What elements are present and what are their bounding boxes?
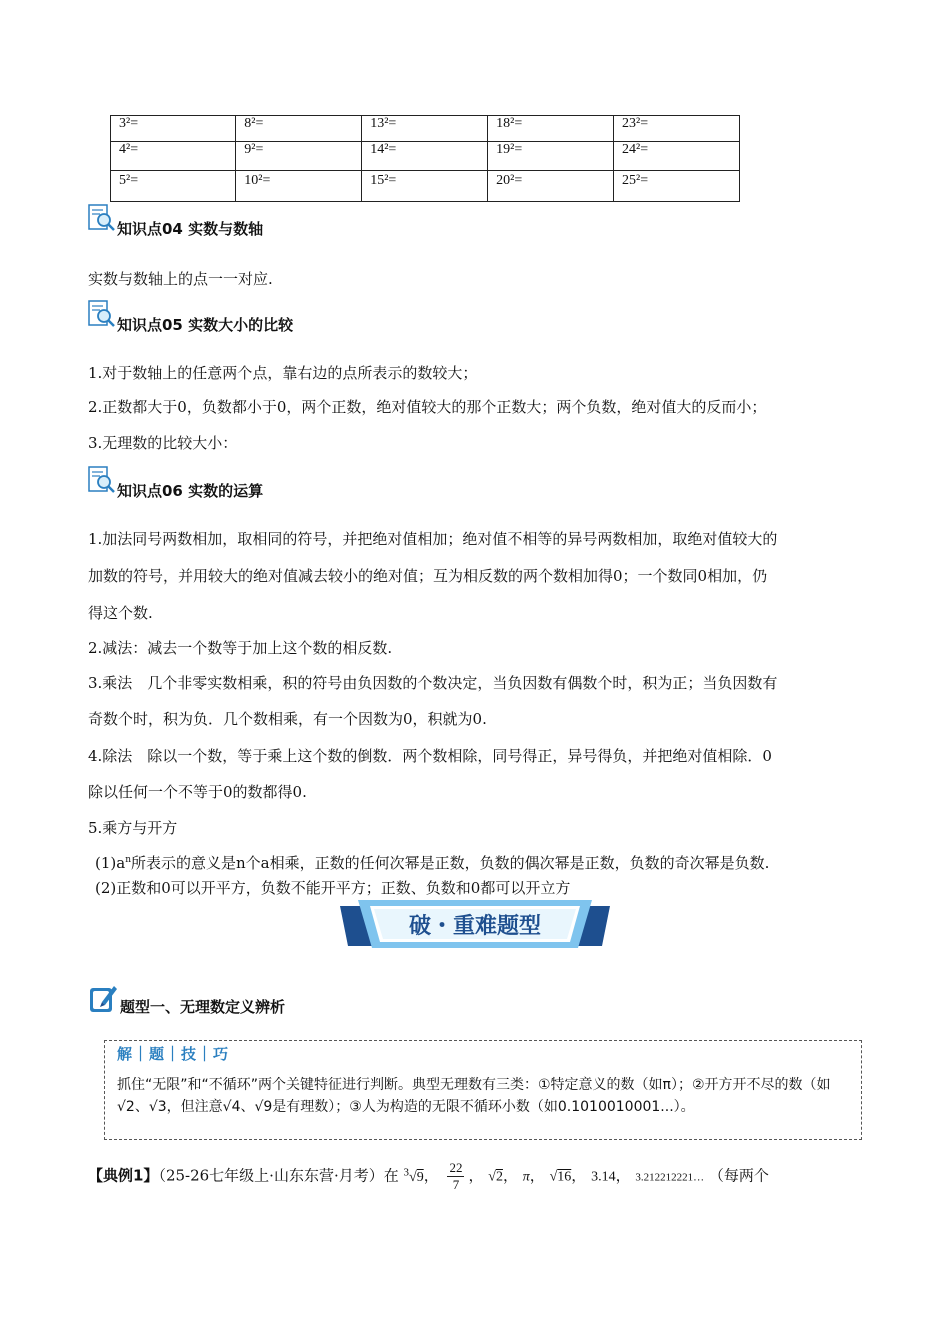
cbrt-index: 3 (403, 1165, 409, 1178)
separator: ， (468, 1166, 484, 1185)
frac-num: 22 (449, 1160, 463, 1175)
kp06-line: 4.除法 除以一个数，等于乘上这个数的倒数．两个数相除，同号得正，异号得负，并把绝对值相除．0 (88, 747, 772, 765)
kp06-line: 3.乘法 几个非零实数相乘，积的符号由负因数的个数决定，当负因数有偶数个时，积为正；当负因数有 (88, 674, 778, 692)
squares-table (110, 115, 740, 202)
example-line (88, 1160, 769, 1193)
table-cell: 20²= (488, 171, 614, 202)
example-tail: （每两个 (708, 1166, 769, 1185)
radical-icon: √ (488, 1169, 496, 1185)
table-cell: 14²= (362, 142, 488, 171)
separator: ， (571, 1166, 587, 1185)
kp05-item: 2.正数都大于0，负数都小于0，两个正数，绝对值较大的那个正数大；两个负数，绝对值大的反而小； (88, 398, 767, 416)
kp06-line: 奇数个时，积为负．几个数相乘，有一个因数为0，积就为0. (88, 710, 487, 728)
kp05-item: 3.无理数的比较大小： (88, 434, 238, 452)
table-cell: 10²= (236, 171, 362, 202)
tip-box (104, 1040, 862, 1140)
separator: ， (502, 1166, 518, 1185)
table-cell: 3²= (111, 116, 236, 142)
separator: ， (529, 1166, 545, 1185)
radical-icon: √ (409, 1169, 417, 1185)
table-cell: 23²= (614, 116, 740, 142)
sqrt16-expr (550, 1170, 572, 1185)
table-cell: 13²= (362, 116, 488, 142)
kp06-line: 加数的符号，并用较大的绝对值减去较小的绝对值；互为相反数的两个数相加得0；一个数同0相加，仍 (88, 567, 768, 585)
table-cell: 24²= (614, 142, 740, 171)
pen-note-icon (88, 982, 118, 1014)
example-tag: 【典例1】 (88, 1166, 159, 1185)
sqrt2-radicand: 2 (495, 1169, 503, 1185)
type1-title: 题型一、无理数定义辨析 (120, 998, 286, 1016)
table-cell: 9²= (236, 142, 362, 171)
magnifier-document-icon (88, 466, 116, 494)
banner-text: 破・重难题型 (408, 914, 542, 939)
fraction-expr (447, 1160, 464, 1193)
table-cell: 5²= (111, 171, 236, 202)
kp06-line: 2.减法：减去一个数等于加上这个数的相反数. (88, 639, 393, 657)
section-banner (340, 898, 610, 950)
kp05-title: 知识点05 实数大小的比较 (117, 316, 294, 334)
magnifier-document-icon (88, 204, 116, 232)
kp06-sub1-rest: 所表示的意义是n个a相乘，正数的任何次幂是正数，负数的偶次幂是正数，负数的奇次幂是负数. (131, 854, 770, 872)
table-cell: 15²= (362, 171, 488, 202)
kp04-text: 实数与数轴上的点一一对应. (88, 270, 273, 288)
separator: ， (615, 1166, 631, 1185)
tip-text: 抓住“无限”和“不循环”两个关键特征进行判断。典型无理数有三类：①特定意义的数（如π）；②开方开不尽的数（如√2、√3，但注意√4、√9是有理数）；③人为构造的无限不循环小数（如0.1010010001...）。 (117, 1077, 831, 1115)
separator: ， (423, 1166, 439, 1185)
kp06-line: 5.乘方与开方 (88, 819, 178, 837)
table-cell: 4²= (111, 142, 236, 171)
kp06-sub2: (2)正数和0可以开平方，负数不能开平方；正数、负数和0都可以开立方 (95, 879, 571, 897)
sqrt2-expr (488, 1170, 503, 1185)
repeating-decimal: 3.212212221… (635, 1171, 705, 1184)
table-cell: 19²= (488, 142, 614, 171)
magnifier-document-icon (88, 300, 116, 328)
example-source: （25-26七年级上·山东东营·月考）在 (158, 1166, 399, 1185)
table-cell: 18²= (488, 116, 614, 142)
cube-root-expr (403, 1165, 424, 1185)
frac-den: 7 (452, 1177, 460, 1192)
kp06-line: 1.加法同号两数相加，取相同的符号，并把绝对值相加；绝对值不相等的异号两数相加，取绝对值较大的 (88, 530, 778, 548)
sqrt16-radicand: 16 (557, 1169, 572, 1185)
kp06-sub1 (95, 852, 769, 873)
cbrt-radicand: 9 (416, 1169, 424, 1185)
radical-icon: √ (549, 1169, 558, 1185)
kp06-line: 得这个数. (88, 604, 153, 622)
decimal-value: 3.14 (591, 1169, 616, 1185)
pi-symbol: π (522, 1169, 530, 1185)
kp06-title: 知识点06 实数的运算 (117, 482, 264, 500)
kp06-sub1-sup: n (125, 855, 131, 865)
kp04-title: 知识点04 实数与数轴 (117, 220, 264, 238)
tip-label: 解｜题｜技｜巧 (117, 1045, 230, 1063)
table-cell: 25²= (614, 171, 740, 202)
kp05-item: 1.对于数轴上的任意两个点，靠右边的点所表示的数较大； (88, 364, 478, 382)
kp06-sub1-prefix: (1)a (95, 854, 126, 872)
table-cell: 8²= (236, 116, 362, 142)
kp06-line: 除以任何一个不等于0的数都得0. (88, 783, 307, 801)
